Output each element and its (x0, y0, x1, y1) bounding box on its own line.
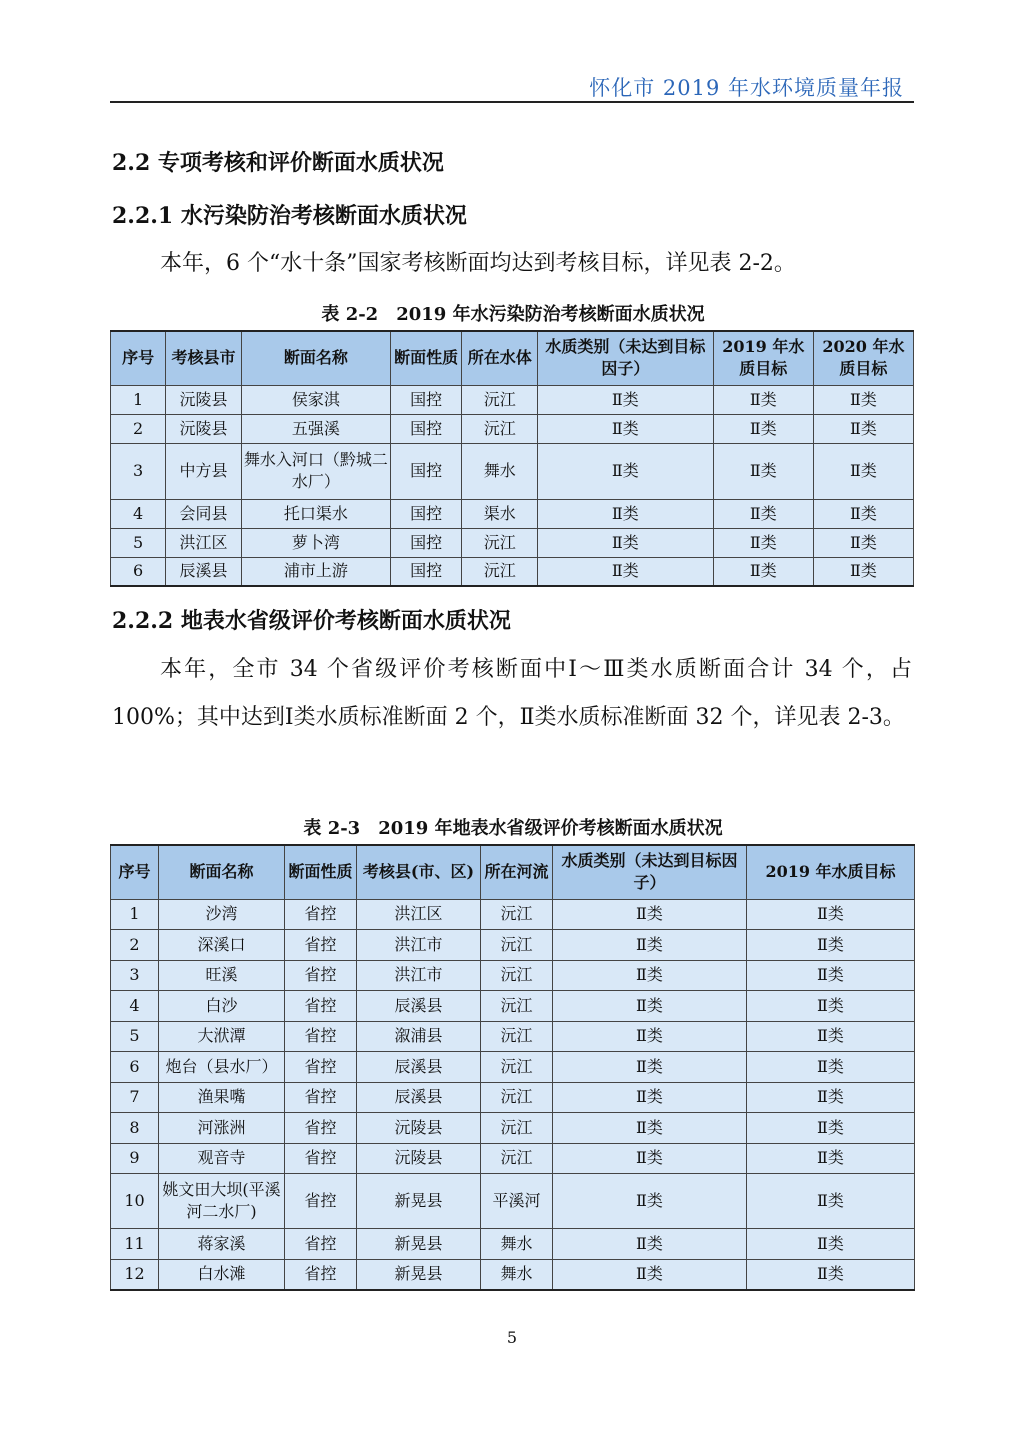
table-cell: 省控 (285, 1052, 357, 1083)
table-cell: Ⅱ类 (713, 499, 813, 528)
table-cell: Ⅱ类 (747, 1259, 915, 1290)
table-cell: 深溪口 (159, 930, 285, 961)
table-row (111, 443, 914, 499)
table-cell: Ⅱ类 (813, 557, 913, 586)
table-cell: 国控 (390, 528, 462, 557)
header-rule (110, 101, 914, 103)
column-header: 2019 年水质目标 (747, 845, 915, 899)
table-cell: 洪江市 (357, 960, 481, 991)
table-cell: Ⅱ类 (553, 1021, 747, 1052)
table-row (111, 499, 914, 528)
table-row (111, 1174, 915, 1229)
table-cell: Ⅱ类 (747, 1229, 915, 1260)
table-cell: 10 (111, 1174, 159, 1229)
table-cell: 沅陵县 (357, 1143, 481, 1174)
table-cell: 洪江市 (357, 930, 481, 961)
table-2-3-header-row (111, 845, 915, 899)
table-cell: Ⅱ类 (747, 1021, 915, 1052)
table-cell: Ⅱ类 (553, 1229, 747, 1260)
table-cell: 6 (111, 557, 166, 586)
table-cell: 国控 (390, 385, 462, 414)
table-cell: 8 (111, 1113, 159, 1144)
table-cell: 舞水 (462, 443, 538, 499)
table-cell: Ⅱ类 (553, 1082, 747, 1113)
table-cell: Ⅱ类 (538, 499, 714, 528)
table-cell: 沅江 (481, 1143, 553, 1174)
table-cell: 大洑潭 (159, 1021, 285, 1052)
column-header: 水质类别（未达到目标因子） (538, 331, 714, 385)
column-header: 考核县(市、区) (357, 845, 481, 899)
table-cell: 12 (111, 1259, 159, 1290)
table-cell: Ⅱ类 (747, 1082, 915, 1113)
table-cell: Ⅱ类 (713, 414, 813, 443)
table-cell: 舞水 (481, 1229, 553, 1260)
table-cell: 观音寺 (159, 1143, 285, 1174)
column-header: 2020 年水质目标 (813, 331, 913, 385)
table-2-2-header-row (111, 331, 914, 385)
table-cell: 沅江 (462, 414, 538, 443)
table-cell: 沙湾 (159, 899, 285, 930)
table-cell: 省控 (285, 899, 357, 930)
table-cell: 7 (111, 1082, 159, 1113)
table-cell: 沅江 (481, 899, 553, 930)
section-2-2-1-paragraph: 本年，6 个“水十条”国家考核断面均达到考核目标，详见表 2-2。 (160, 251, 796, 276)
table-cell: 洪江区 (357, 899, 481, 930)
table-cell: 溆浦县 (357, 1021, 481, 1052)
table-2-2-caption: 表 2-2 2019 年水污染防治考核断面水质状况 (321, 304, 705, 325)
table-2-3 (110, 844, 915, 1291)
table-cell: 沅陵县 (357, 1113, 481, 1144)
column-header: 序号 (111, 845, 159, 899)
table-cell: Ⅱ类 (713, 557, 813, 586)
table-cell: Ⅱ类 (713, 443, 813, 499)
table-cell: Ⅱ类 (538, 557, 714, 586)
table-cell: 辰溪县 (357, 991, 481, 1022)
table-cell: 新晃县 (357, 1174, 481, 1229)
table-cell: 平溪河 (481, 1174, 553, 1229)
table-cell: 省控 (285, 930, 357, 961)
table-row (111, 557, 914, 586)
table-cell: 辰溪县 (357, 1082, 481, 1113)
table-row (111, 960, 915, 991)
table-cell: 萝卜湾 (241, 528, 390, 557)
table-cell: 5 (111, 528, 166, 557)
table-cell: 省控 (285, 960, 357, 991)
table-cell: 沅江 (481, 1082, 553, 1113)
table-row (111, 1229, 915, 1260)
table-cell: 3 (111, 443, 166, 499)
table-cell: 沅江 (481, 1021, 553, 1052)
table-row (111, 899, 915, 930)
table-cell: Ⅱ类 (713, 385, 813, 414)
table-cell: Ⅱ类 (747, 1143, 915, 1174)
table-cell: 沅江 (462, 528, 538, 557)
table-cell: 沅江 (481, 930, 553, 961)
column-header: 序号 (111, 331, 166, 385)
table-cell: 省控 (285, 1229, 357, 1260)
table-cell: 侯家淇 (241, 385, 390, 414)
table-row (111, 1113, 915, 1144)
table-row (111, 1052, 915, 1083)
table-cell: 9 (111, 1143, 159, 1174)
table-cell: 省控 (285, 991, 357, 1022)
table-cell: Ⅱ类 (813, 443, 913, 499)
table-cell: 3 (111, 960, 159, 991)
section-2-2-2-title: 2.2.2 地表水省级评价考核断面水质状况 (112, 608, 511, 634)
column-header: 2019 年水质目标 (713, 331, 813, 385)
table-row (111, 991, 915, 1022)
table-cell: 4 (111, 991, 159, 1022)
table-row (111, 528, 914, 557)
table-row (111, 1259, 915, 1290)
table-cell: Ⅱ类 (747, 1113, 915, 1144)
table-cell: 舞水 (481, 1259, 553, 1290)
table-cell: Ⅱ类 (553, 1174, 747, 1229)
table-cell: Ⅱ类 (813, 499, 913, 528)
table-cell: Ⅱ类 (813, 414, 913, 443)
table-cell: Ⅱ类 (538, 414, 714, 443)
column-header: 断面名称 (159, 845, 285, 899)
table-cell: 省控 (285, 1174, 357, 1229)
table-cell: 炮台（县水厂） (159, 1052, 285, 1083)
table-cell: 省控 (285, 1113, 357, 1144)
table-cell: Ⅱ类 (553, 991, 747, 1022)
table-cell: 蒋家溪 (159, 1229, 285, 1260)
table-cell: 省控 (285, 1021, 357, 1052)
table-cell: 1 (111, 899, 159, 930)
table-cell: 河涨洲 (159, 1113, 285, 1144)
table-cell: Ⅱ类 (538, 528, 714, 557)
table-cell: 会同县 (166, 499, 242, 528)
table-cell: 4 (111, 499, 166, 528)
table-cell: Ⅱ类 (813, 385, 913, 414)
table-cell: Ⅱ类 (713, 528, 813, 557)
column-header: 考核县市 (166, 331, 242, 385)
table-cell: 洪江区 (166, 528, 242, 557)
table-cell: 省控 (285, 1082, 357, 1113)
table-cell: 渔果嘴 (159, 1082, 285, 1113)
table-cell: Ⅱ类 (553, 960, 747, 991)
table-cell: 2 (111, 414, 166, 443)
table-cell: 浦市上游 (241, 557, 390, 586)
table-cell: 省控 (285, 1259, 357, 1290)
table-cell: 沅陵县 (166, 385, 242, 414)
table-cell: 沅江 (462, 557, 538, 586)
table-cell: Ⅱ类 (747, 960, 915, 991)
table-cell: 沅江 (481, 960, 553, 991)
table-2-3-caption: 表 2-3 2019 年地表水省级评价考核断面水质状况 (303, 818, 723, 839)
table-cell: 沅江 (462, 385, 538, 414)
table-cell: 沅江 (481, 1052, 553, 1083)
table-cell: 沅江 (481, 1113, 553, 1144)
column-header: 断面性质 (285, 845, 357, 899)
table-cell: Ⅱ类 (553, 1052, 747, 1083)
table-cell: 白沙 (159, 991, 285, 1022)
section-2-2-1-title: 2.2.1 水污染防治考核断面水质状况 (112, 203, 467, 229)
table-cell: Ⅱ类 (553, 1143, 747, 1174)
table-cell: Ⅱ类 (747, 1174, 915, 1229)
table-row (111, 930, 915, 961)
table-row (111, 414, 914, 443)
table-cell: 旺溪 (159, 960, 285, 991)
table-cell: Ⅱ类 (747, 991, 915, 1022)
table-cell: 2 (111, 930, 159, 961)
page-number: 5 (506, 1328, 518, 1347)
table-row (111, 1143, 915, 1174)
column-header: 断面名称 (241, 331, 390, 385)
table-cell: 中方县 (166, 443, 242, 499)
table-cell: 辰溪县 (166, 557, 242, 586)
table-cell: 沅江 (481, 991, 553, 1022)
table-cell: 1 (111, 385, 166, 414)
table-cell: 国控 (390, 443, 462, 499)
table-cell: 6 (111, 1052, 159, 1083)
column-header: 水质类别（未达到目标因子） (553, 845, 747, 899)
table-cell: 省控 (285, 1143, 357, 1174)
column-header: 所在水体 (462, 331, 538, 385)
table-cell: Ⅱ类 (553, 1259, 747, 1290)
section-2-2-2-paragraph: 本年，全市 34 个省级评价考核断面中Ⅰ～Ⅲ类水质断面合计 34 个，占 100%；其中达到Ⅰ类水质标准断面 2 个，Ⅱ类水质标准断面 32 个，详见表 2-3。 (112, 657, 912, 730)
table-cell: 舞水入河口（黔城二水厂） (241, 443, 390, 499)
table-cell: 沅陵县 (166, 414, 242, 443)
table-cell: Ⅱ类 (553, 1113, 747, 1144)
table-2-2 (110, 330, 914, 587)
table-cell: Ⅱ类 (747, 899, 915, 930)
section-2-2-title: 2.2 专项考核和评价断面水质状况 (112, 150, 444, 176)
table-cell: 新晃县 (357, 1259, 481, 1290)
table-row (111, 1082, 915, 1113)
table-cell: 国控 (390, 499, 462, 528)
table-row (111, 385, 914, 414)
table-cell: 新晃县 (357, 1229, 481, 1260)
table-cell: 辰溪县 (357, 1052, 481, 1083)
table-cell: 11 (111, 1229, 159, 1260)
table-cell: 五强溪 (241, 414, 390, 443)
table-cell: 托口渠水 (241, 499, 390, 528)
table-cell: 国控 (390, 414, 462, 443)
table-row (111, 1021, 915, 1052)
table-cell: Ⅱ类 (538, 443, 714, 499)
table-cell: 国控 (390, 557, 462, 586)
table-cell: Ⅱ类 (553, 899, 747, 930)
column-header: 断面性质 (390, 331, 462, 385)
table-cell: Ⅱ类 (538, 385, 714, 414)
table-cell: Ⅱ类 (747, 1052, 915, 1083)
table-cell: 姚文田大坝(平溪河二水厂) (159, 1174, 285, 1229)
column-header: 所在河流 (481, 845, 553, 899)
table-cell: 白水滩 (159, 1259, 285, 1290)
table-cell: Ⅱ类 (553, 930, 747, 961)
table-cell: 5 (111, 1021, 159, 1052)
page-header-title: 怀化市 2019 年水环境质量年报 (589, 76, 904, 100)
table-cell: 渠水 (462, 499, 538, 528)
table-cell: Ⅱ类 (747, 930, 915, 961)
table-cell: Ⅱ类 (813, 528, 913, 557)
